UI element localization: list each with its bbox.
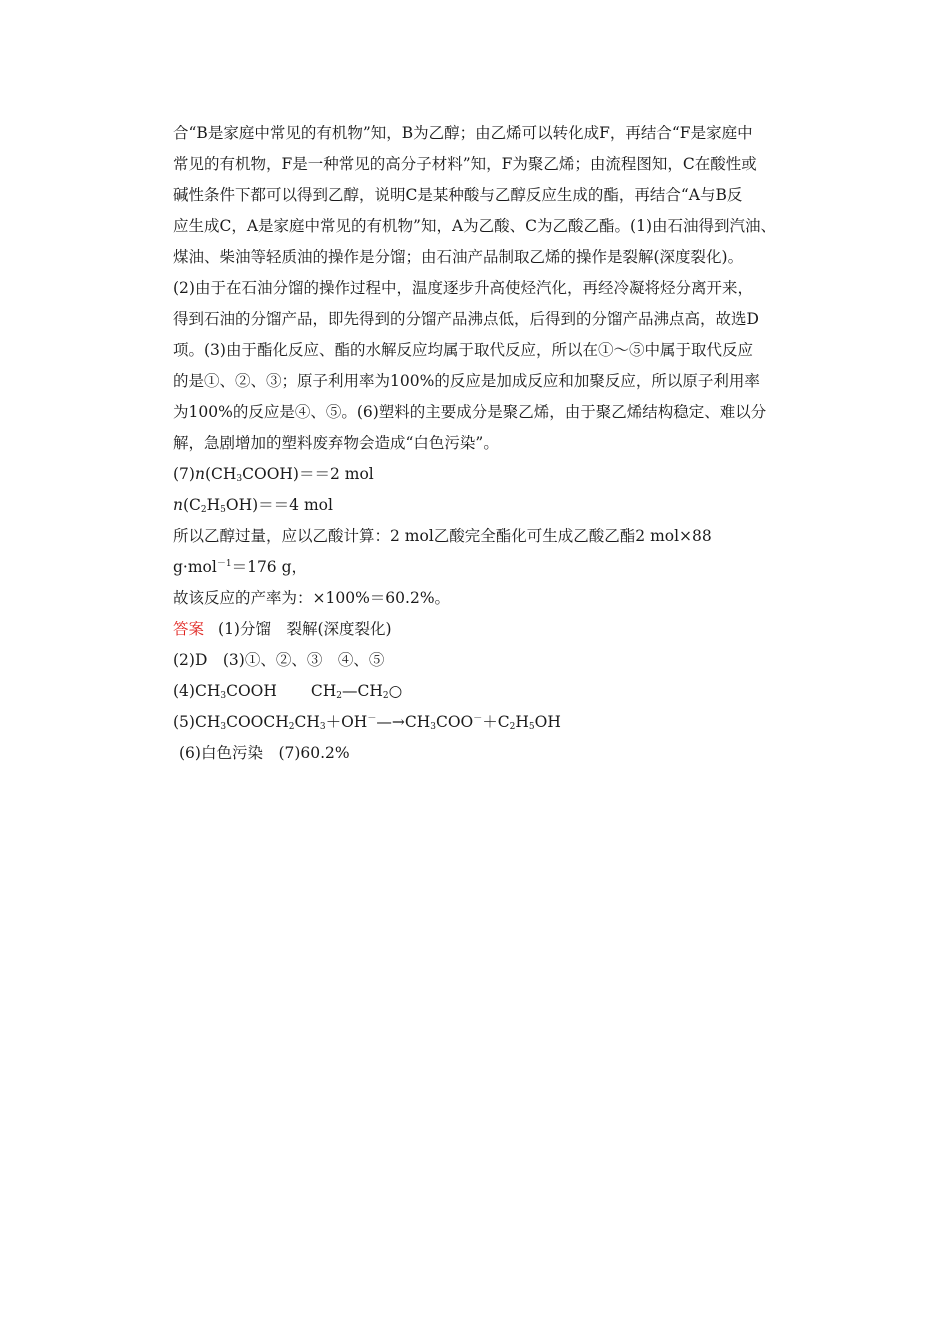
analysis-line: 煤油、柴油等轻质油的操作是分馏；由石油产品制取乙烯的操作是裂解(深度裂化)。 xyxy=(173,248,744,266)
answer-line-2: (2)D (3)①、②、③ ④、⑤ xyxy=(173,651,385,669)
analysis-line: 为100%的反应是④、⑤。(6)塑料的主要成分是聚乙烯，由于聚乙烯结构稳定、难以分 xyxy=(173,403,767,421)
amount-symbol: n xyxy=(173,496,183,514)
analysis-line: 的是①、②、③；原子利用率为100%的反应是加成反应和加聚反应，所以原子利用率 xyxy=(173,372,760,390)
answer-line-6: (6)白色污染 (7)60.2% xyxy=(179,744,350,762)
analysis-line: 得到石油的分馏产品，即先得到的分馏产品沸点低，后得到的分馏产品沸点高，故选D xyxy=(173,310,759,328)
analysis-line: 碱性条件下都可以得到乙醇，说明C是某种酸与乙醇反应生成的酯，再结合“A与B反 xyxy=(173,186,743,204)
answer-line-4: $(4)CH_3COOH$ $CH_2—CH_2○$ xyxy=(173,682,403,701)
answer-line-1: 答案 (1)分馏 裂解(深度裂化) xyxy=(173,620,392,638)
reaction-arrow: —→ xyxy=(376,713,405,731)
analysis-line: 应生成C，A是家庭中常见的有机物”知，A为乙酸、C为乙酸乙酯。(1)由石油得到汽油、 xyxy=(173,217,776,235)
amount-symbol: n xyxy=(194,465,205,483)
analysis-paragraph xyxy=(173,118,813,459)
solution-text xyxy=(173,118,813,769)
analysis-line: 解，急剧增加的塑料废弃物会造成“白色污染”。 xyxy=(173,434,499,452)
calc-mass: g·mol$^{-1}$＝176 g， xyxy=(173,558,308,576)
calc-ethanol-moles: $n(C_2H_5OH)==4$ mol xyxy=(173,496,333,515)
answer-line-5: $(5)CH_3COOCH_2CH_3+OH^-—\to CH_3COO^-+C_2H_5OH$ xyxy=(173,713,561,732)
question-number: (7) xyxy=(173,465,195,483)
analysis-line: 常见的有机物，F是一种常见的高分子材料”知，F为聚乙烯；由流程图知，C在酸性或 xyxy=(173,155,757,173)
calc-excess: 所以乙醇过量，应以乙酸计算：2 mol乙酸完全酯化可生成乙酸乙酯2 mol×88 xyxy=(173,527,712,545)
answer-label: 答案 xyxy=(173,620,205,638)
calc-acetic-moles: $(7)n(CH_3COOH)==2$ mol xyxy=(173,465,374,484)
analysis-line: (2)由于在石油分馏的操作过程中，温度逐步升高使烃汽化，再经冷凝将烃分离开来， xyxy=(173,279,753,297)
analysis-line: 项。(3)由于酯化反应、酯的水解反应均属于取代反应，所以在①～⑤中属于取代反应 xyxy=(173,341,753,359)
calc-yield: 故该反应的产率为：×100%＝60.2%。 xyxy=(173,589,451,607)
analysis-line: 合“B是家庭中常见的有机物”知，B为乙醇；由乙烯可以转化成F，再结合“F是家庭中 xyxy=(173,124,753,142)
